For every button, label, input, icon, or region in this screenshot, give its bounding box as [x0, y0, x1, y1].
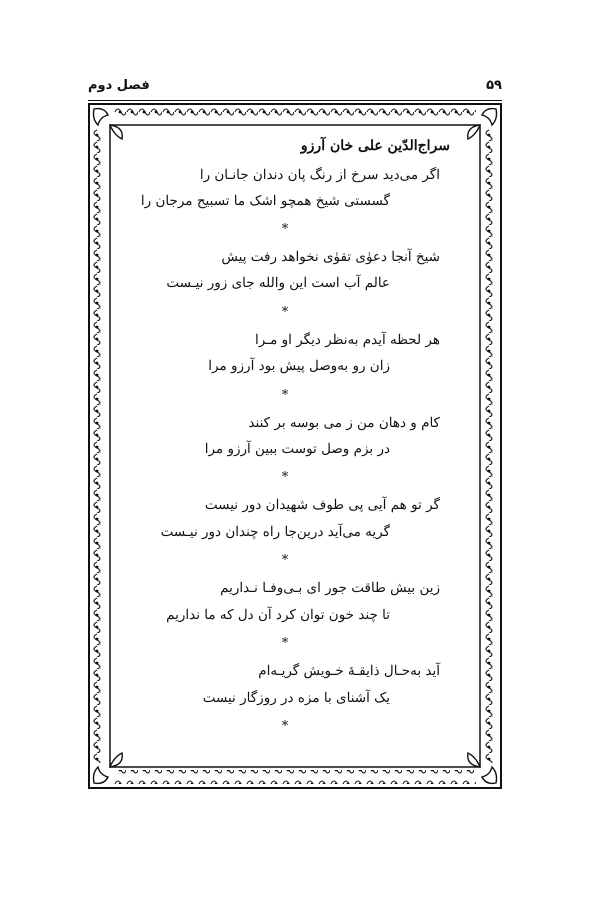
- verse-separator: *: [281, 305, 289, 320]
- verse-separator: *: [281, 553, 289, 568]
- poem-content: [120, 134, 450, 754]
- verse-separator: *: [281, 222, 289, 237]
- page-number: ۵۹: [486, 78, 502, 93]
- verse-line: آید به‌حـال ذایقـهٔ خـویش گریـه‌ام: [258, 663, 440, 679]
- page-header: [88, 78, 502, 98]
- verse-line: گریه می‌آید درین‌جا راه چندان دور نیـست: [160, 524, 390, 540]
- poet-name: سراج‌الدّین علی خان آرزو: [300, 138, 450, 154]
- header-rule: [88, 100, 502, 101]
- verse-separator: *: [281, 470, 289, 485]
- verse-line: تا چند خون توان کرد آن دل که ما نداریم: [166, 607, 390, 623]
- chapter-title: فصل دوم: [88, 78, 150, 93]
- verse-separator: *: [281, 719, 289, 734]
- verse-line: زان رو به‌وصل پیش بود آرزو مرا: [208, 358, 390, 374]
- verse-line: هر لحظه آیدم به‌نظر دیگر او مـرا: [254, 332, 440, 348]
- verse-line: عالم آب است این والله جای زور نیـست: [166, 275, 390, 291]
- verse-line: در بزم وصل توست ببین آرزو مرا: [204, 441, 390, 457]
- verse-separator: *: [281, 636, 289, 651]
- verse-line: زین بیش طاقت جور ای بـی‌وفـا نـداریم: [220, 580, 440, 596]
- verse-line: شیخ آنجا دعوٰی تقوٰی نخواهد رفت پیش: [221, 249, 440, 265]
- verse-line: اگر می‌دید سرخ از رنگ پان دندان جانـان را: [199, 167, 440, 183]
- verse-line: گسستی شیخ همچو اشک ما تسبیح مرجان را: [140, 193, 390, 209]
- verse-line: کام و دهان من ز می بوسه بر کنند: [248, 415, 440, 431]
- verse-line: یک آشنای با مزه در روزگار نیست: [202, 690, 390, 706]
- verse-separator: *: [281, 388, 289, 403]
- verse-line: گر تو هم آیی پی طوف شهیدان دور نیست: [204, 497, 440, 513]
